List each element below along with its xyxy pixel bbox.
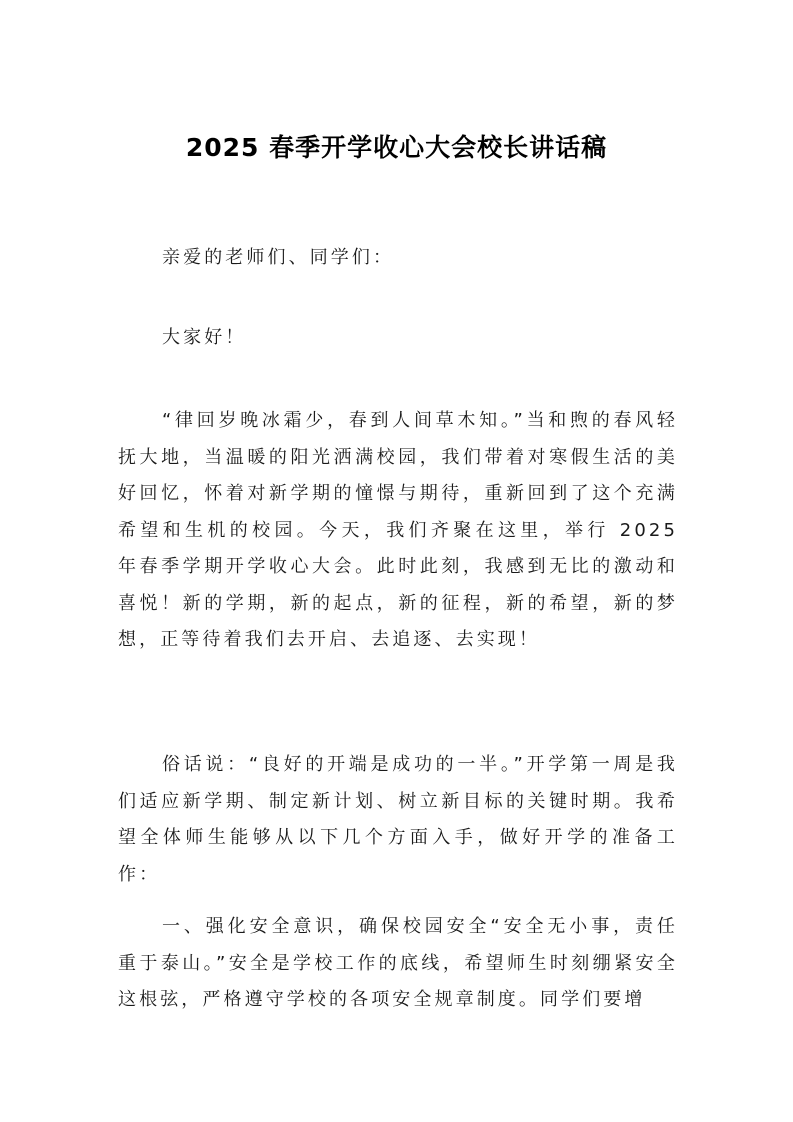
paragraph-preparation: 俗话说：“良好的开端是成功的一半。”开学第一周是我们适应新学期、制定新计划、树立新目标的关键时期。我希望全体师生能够从以下几个方面入手，做好开学的准备工作： [118, 754, 678, 885]
document-title: 2025 春季开学收心大会校长讲话稿 [185, 133, 608, 162]
greeting: 大家好！ [162, 327, 247, 348]
paragraph-opening: “律回岁晚冰霜少，春到人间草木知。”当和煦的春风轻抚大地，当温暖的阳光洒满校园，我们带着对寒假生活的美好回忆，怀着对新学期的憧憬与期待，重新回到了这个充满希望和生机的校园。今天，我们齐聚在这里，举行 2025 年春季学期开学收心大会。此时此刻，我感到无比的激动和喜悦！新的学期，新的起点，新的征程，新的希望，新的梦想，正等待着我们去开启、去追逐、去实现！ [118, 410, 678, 650]
salutation: 亲爱的老师们、同学们： [162, 247, 395, 268]
paragraph-safety: 一、强化安全意识，确保校园安全“安全无小事，责任重于泰山。”安全是学校工作的底线，希望师生时刻绷紧安全这根弦，严格遵守学校的各项安全规章制度。同学们要增 [118, 916, 678, 1010]
